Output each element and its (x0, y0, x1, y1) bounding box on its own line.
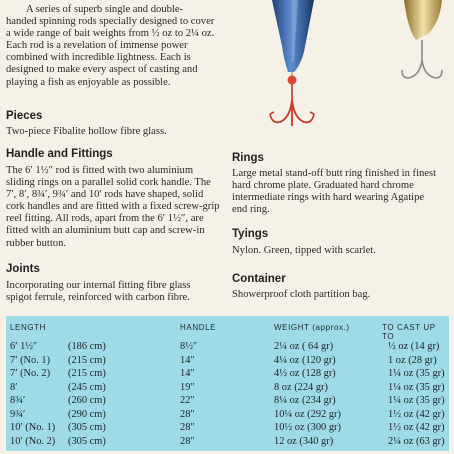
cell-length: 8′ (10, 381, 18, 393)
intro-paragraph (6, 4, 218, 89)
tyings-text: Nylon. Green, tipped with scarlet. (232, 245, 376, 256)
cell-weight: 8 oz (224 gr) (274, 381, 328, 393)
cell-cast: 2¼ oz (63 gr) (388, 435, 445, 447)
cell-weight: 2¼ oz ( 64 gr) (274, 341, 334, 352)
cell-weight: 12 oz (340 gr) (274, 435, 334, 447)
cell-length-cm: (290 cm) (68, 408, 106, 420)
treble-hook-silver (402, 40, 442, 78)
cell-handle: 8½″ (180, 341, 198, 352)
cell-cast: ½ oz (14 gr) (388, 341, 440, 352)
cell-length: 10′ (No. 2) (10, 435, 56, 447)
cell-length-cm: (215 cm) (68, 354, 106, 366)
cell-handle: 14″ (180, 354, 195, 366)
cell-length: 8¾′ (10, 395, 26, 406)
cell-length: 7′ (No. 2) (10, 368, 51, 379)
cell-length: 10′ (No. 1) (10, 422, 56, 433)
cell-cast: 1½ oz (42 gr) (388, 408, 445, 420)
cell-weight: 10½ oz (300 gr) (274, 422, 341, 433)
cell-handle: 22″ (180, 395, 195, 406)
cell-handle: 19″ (180, 381, 195, 393)
cell-cast: 1¼ oz (35 gr) (388, 395, 445, 406)
header-handle: HANDLE (180, 323, 217, 332)
cell-cast: 1¼ oz (35 gr) (388, 368, 445, 379)
cell-length-cm: (305 cm) (68, 422, 106, 433)
handle-fittings-heading: Handle and Fittings (6, 148, 113, 160)
header-weight: WEIGHT (approx.) (274, 323, 350, 332)
container-heading: Container (232, 273, 286, 285)
rings-heading: Rings (232, 152, 264, 164)
cell-handle: 28″ (180, 408, 195, 420)
rings-text: Large metal stand-off butt ring finished in finest hard chrome plate. Graduated hard chrome intermediate rings with hard wearing Agatipe end ring. (232, 168, 437, 216)
joints-text: Incorporating our internal fitting fibre glass spigot ferrule, reinforced with carbon fibre. (6, 280, 191, 304)
rod-specification-table (6, 316, 449, 451)
cell-weight: 4¼ oz (120 gr) (274, 354, 336, 366)
handle-fittings-text: The 6′ 1½″ rod is fitted with two aluminium sliding rings on a parallel solid cork handle. The 7′, 8′, 8¾′, 9¾′ and 10′ rods have shaped, solid cork handles and are fitted with a fixed screw-grip reel fitting. All rods, apart from the 6′ 1½″, are fitted with an aluminium butt cap and screw-in rubber button. (6, 165, 220, 249)
cell-weight: 10¼ oz (292 gr) (274, 408, 341, 420)
gold-spoon (404, 0, 442, 40)
joints-heading: Joints (6, 263, 40, 275)
cell-weight: 8¼ oz (234 gr) (274, 395, 336, 406)
cell-length-cm: (260 cm) (68, 395, 106, 406)
tyings-heading: Tyings (232, 228, 269, 240)
cell-weight: 4½ oz (128 gr) (274, 368, 336, 379)
container-text: Showerproof cloth partition bag. (232, 289, 371, 300)
fishing-lure-illustration (232, 0, 454, 140)
cell-cast: 1 oz (28 gr) (388, 354, 437, 366)
header-length: LENGTH (10, 323, 47, 332)
cell-length: 6′ 1½″ (10, 341, 38, 352)
intro-first-line: A series of superb single and double- (26, 4, 184, 15)
cell-length: 7′ (No. 1) (10, 354, 51, 366)
header-cast: TO CAST UP TO (382, 323, 436, 341)
cell-length-cm: (186 cm) (68, 341, 106, 352)
cell-cast: 1¼ oz (35 gr) (388, 381, 445, 393)
cell-length-cm: (245 cm) (68, 381, 106, 393)
intro-body: handed spinning rods specially designed to cover a wide range of bait weights from ½ oz to 2¼ oz. Each rod is a revelation of immense power combined with incredible lightness. Each is designed to make every aspect of casting and playing a fish as enjoyable as possible. (6, 16, 215, 88)
cell-handle: 28″ (180, 422, 195, 433)
cell-handle: 28″ (180, 435, 195, 447)
cell-length-cm: (215 cm) (68, 368, 106, 379)
cell-length-cm: (305 cm) (68, 435, 106, 447)
red-bead (288, 76, 297, 85)
treble-hook-red (270, 100, 314, 126)
cell-cast: 1½ oz (42 gr) (388, 422, 445, 433)
pieces-text: Two-piece Fibalite hollow fibre glass. (6, 126, 167, 137)
cell-length: 9¾′ (10, 408, 26, 420)
cell-handle: 14″ (180, 368, 195, 379)
pieces-heading: Pieces (6, 110, 43, 122)
